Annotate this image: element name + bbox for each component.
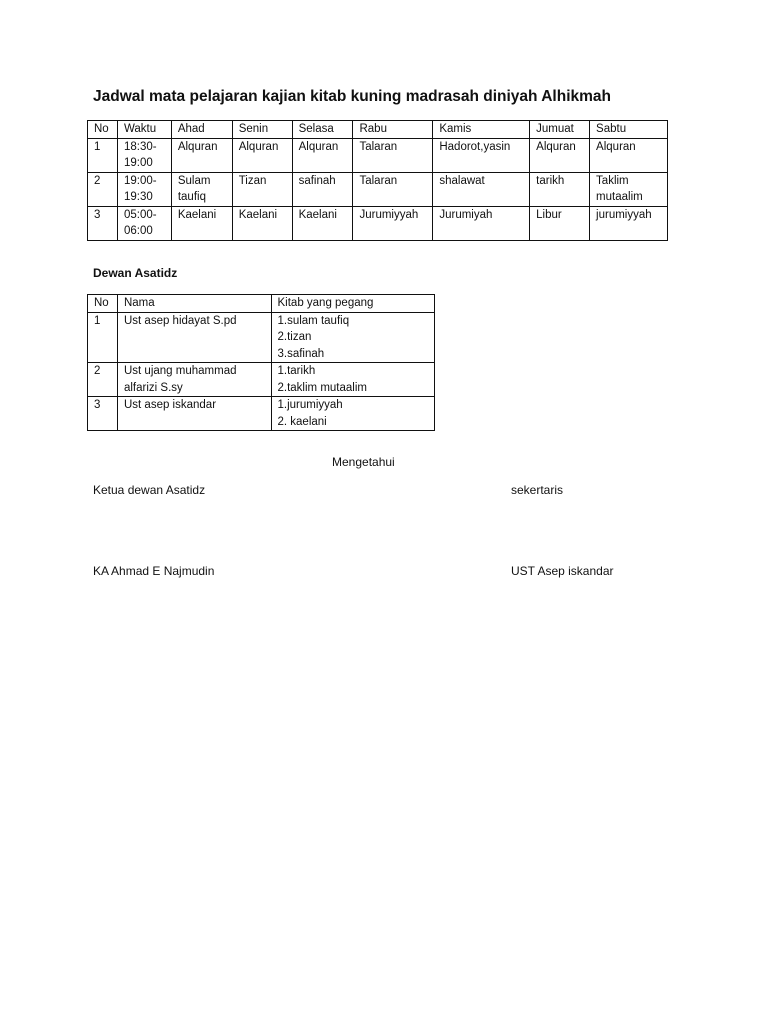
column-header: Rabu [353,121,433,139]
table-row [88,138,668,172]
column-header: Kitab yang pegang [271,295,435,313]
teachers-header-row [88,295,435,313]
table-cell: Kaelani [232,206,292,240]
teachers-table [87,294,435,431]
table-cell: 19:00- 19:30 [117,172,171,206]
left-signatory-role: Ketua dewan Asatidz [93,483,206,497]
table-cell: 1.sulam taufiq 2.tizan 3.safinah [271,312,435,363]
table-cell: Taklim mutaalim [590,172,668,206]
column-header: No [88,121,118,139]
table-cell: 3 [88,397,118,431]
table-cell: Ust ujang muhammad alfarizi S.sy [117,363,271,397]
left-signatory-name: KA Ahmad E Najmudin [93,564,215,578]
table-cell: Ust asep hidayat S.pd [117,312,271,363]
section-title: Dewan Asatidz [93,266,178,280]
table-cell: 1 [88,138,118,172]
column-header: No [88,295,118,313]
column-header: Kamis [433,121,530,139]
column-header: Sabtu [590,121,668,139]
table-cell: 1 [88,312,118,363]
table-cell: 2 [88,363,118,397]
table-cell: Jurumiyyah [353,206,433,240]
table-cell: Alquran [232,138,292,172]
column-header: Waktu [117,121,171,139]
right-signatory-role: sekertaris [511,483,564,497]
table-cell: Tizan [232,172,292,206]
table-cell: Alquran [590,138,668,172]
document-title: Jadwal mata pelajaran kajian kitab kuning madrasah diniyah Alhikmah [93,88,611,105]
table-cell: safinah [292,172,353,206]
table-cell: Libur [530,206,590,240]
table-row [88,363,435,397]
table-cell: Talaran [353,172,433,206]
table-cell: Jurumiyah [433,206,530,240]
table-cell: shalawat [433,172,530,206]
table-cell: 18:30- 19:00 [117,138,171,172]
table-cell: Kaelani [292,206,353,240]
column-header: Selasa [292,121,353,139]
table-cell: 3 [88,206,118,240]
column-header: Jumuat [530,121,590,139]
table-row [88,312,435,363]
schedule-header-row [88,121,668,139]
table-row [88,397,435,431]
table-cell: 1.tarikh 2.taklim mutaalim [271,363,435,397]
table-row [88,206,668,240]
table-row [88,172,668,206]
table-cell: Talaran [353,138,433,172]
table-cell: Alquran [171,138,232,172]
table-cell: Ust asep iskandar [117,397,271,431]
schedule-table [87,120,668,241]
column-header: Ahad [171,121,232,139]
table-cell: Sulam taufiq [171,172,232,206]
table-cell: jurumiyyah [590,206,668,240]
table-cell: Alquran [292,138,353,172]
approval-heading: Mengetahui [332,455,395,469]
table-cell: 2 [88,172,118,206]
right-signatory-name: UST Asep iskandar [511,564,614,578]
table-cell: Hadorot,yasin [433,138,530,172]
table-cell: 1.jurumiyyah 2. kaelani [271,397,435,431]
column-header: Nama [117,295,271,313]
table-cell: Alquran [530,138,590,172]
table-cell: Kaelani [171,206,232,240]
table-cell: tarikh [530,172,590,206]
column-header: Senin [232,121,292,139]
table-cell: 05:00- 06:00 [117,206,171,240]
